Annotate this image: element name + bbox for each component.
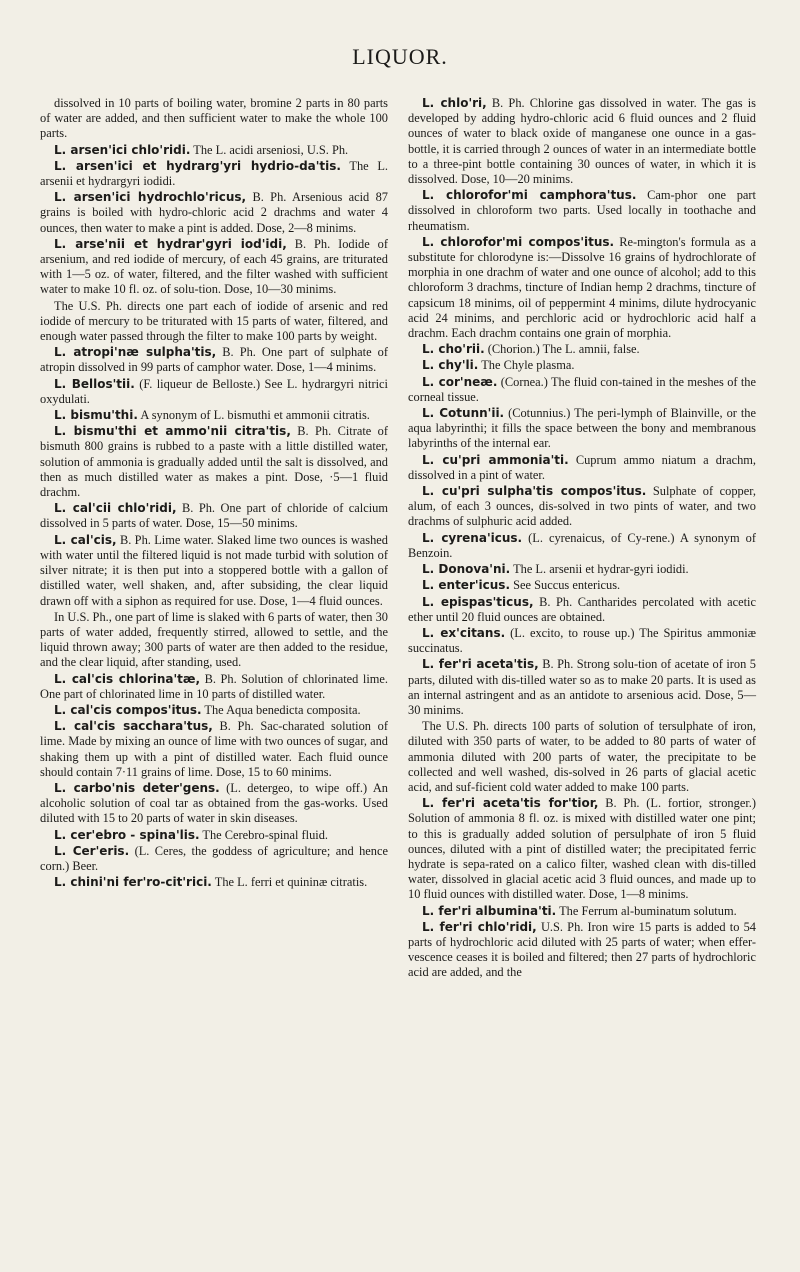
entry-headword: L. carbo'nis deter'gens.: [54, 780, 220, 795]
entry-headword: L. Cotunn'ii.: [422, 406, 505, 421]
entry-text: U.S. Ph. Iron wire 15 parts is added to 54 parts of hydrochloric acid diluted with 25 parts of water; when effer-vescence ceases it is boiled and filtered; then 27 parts of hydrochloric acid are added, and the: [408, 919, 756, 980]
entry-text: The U.S. Ph. directs 100 parts of solution of tersulphate of iron, diluted with 350 parts of water, to be added to 80 parts of water of ammonia diluted with 200 parts of water, the precipitate to be collected and well washed, dis-solved in 26 parts of glacial acetic acid, and suf-ficient cold water added to make 100 parts.: [408, 719, 756, 794]
entry-text: The U.S. Ph. directs one part each of iodide of arsenic and red iodide of mercury to be triturated with 15 parts of water, filtered, and enough water passed through the filter to make 100 parts by weight.: [40, 298, 388, 344]
dictionary-entry: [40, 159, 388, 189]
entry-headword: L. cho'rii.: [422, 342, 485, 357]
entry-text: B. Ph. Sac-charated solution of lime. Made by mixing an ounce of lime with two ounces of sugar, and shaking them up with a pint of distilled water. Each fluid ounce should contain 7·11 grains of lime. Dose, 15 to 60 minims.: [40, 719, 388, 779]
dictionary-entry: [408, 904, 756, 919]
entry-headword: L. fer'ri aceta'tis for'tior,: [422, 796, 599, 811]
entry-headword: L. chlo'ri,: [422, 96, 487, 110]
entry-text: The L. arsenii et hydrargyri iodidi.: [40, 158, 389, 189]
entry-headword: L. fer'ri aceta'tis,: [422, 657, 539, 672]
dictionary-entry: [408, 719, 756, 795]
entry-text: Cuprum ammo niatum a drachm, dissolved in a pint of water.: [408, 452, 756, 482]
dictionary-entry: [40, 190, 388, 236]
entry-headword: L. Bellos'tii.: [54, 376, 135, 391]
entry-text: The Ferrum al-buminatum solutum.: [559, 903, 737, 918]
entry-headword: L. arsen'ici hydrochlo'ricus,: [54, 190, 247, 205]
entry-text: B. Ph. Strong solu-tion of acetate of iron 5 parts, diluted with dis-tilled water so as to make 20 parts. It is used as an internal astringent and as an antidote to arsenious acid. Dose, 5—30 minims.: [408, 657, 756, 717]
entry-text: The L. ferri et quininæ citratis.: [214, 875, 368, 890]
dictionary-entry: [40, 672, 388, 702]
entry-headword: L. cor'neæ.: [422, 374, 498, 389]
entry-headword: L. fer'ri chlo'ridi,: [422, 919, 537, 934]
entry-headword: L. bismu'thi et ammo'nii citra'tis,: [54, 424, 291, 439]
entry-headword: L. arse'nii et hydrar'gyri iod'idi,: [54, 236, 287, 251]
entry-text: In U.S. Ph., one part of lime is slaked with 6 parts of water, then 30 parts of water added, frequently stirred, allowed to settle, and the liquid thrown away; 300 parts of water are then added to the residue, and the clear liquid, after standing, used.: [40, 609, 388, 670]
entry-headword: L. cal'cis sacchara'tus,: [54, 719, 213, 734]
dictionary-entry: [40, 424, 388, 500]
entry-text: (L. detergeo, to wipe off.) An alcoholic solution of coal tar as obtained from the gas-works. Used diluted with 15 to 20 parts of water in skin diseases.: [40, 780, 388, 826]
entry-text: (L. cyrenaicus, of Cy-rene.) A synonym of Benzoin.: [408, 530, 756, 560]
dictionary-entry: [408, 626, 756, 656]
entry-text: Re-mington's formula as a substitute for chlorodyne is:—Dissolve 16 grains of hydrochlorate of morphia in one drachm of water and one ounce of alcohol; add to this chloroform 3 drachms, tincture of Indian hemp 2 drachms, tincture of capsicum 18 minims, oil of peppermint 4 minims, dilute hydrocyanic acid 24 minims, and perchloric acid or hydrochloric acid half a drachm. Each drachm contains one grain of morphia.: [408, 234, 756, 341]
entry-text: The Chyle plasma.: [481, 358, 575, 373]
dictionary-entry: [40, 377, 388, 407]
dictionary-entry: [40, 533, 388, 609]
entry-text: (Cotunnius.) The peri-lymph of Blainville, or the aqua labyrinthi; it fills the space between the bony and membranous labyrinths of the internal ear.: [408, 406, 756, 451]
entry-text: B. Ph. Chlorine gas dissolved in water. The gas is developed by adding hydro-chloric acid 6 fluid ounces and 2 fluid ounces of water to black oxide of manganese one ounce in a gas-bottle, it is carried through 2 ounces of water in an intermediate bottle to a three-pint bottle containing 30 ounces of water, in which it is dissolved. Dose, 10—20 minims.: [408, 96, 756, 187]
entry-headword: L. ex'citans.: [422, 625, 506, 640]
entry-text: (L. excito, to rouse up.) The Spiritus ammoniæ succinatus.: [408, 625, 756, 656]
entry-headword: L. chlorofor'mi compos'itus.: [422, 234, 615, 249]
dictionary-entry: [40, 719, 388, 780]
entry-text: B. Ph. Solution of chlorinated lime. One part of chlorinated lime in 10 parts of distilled water.: [40, 671, 389, 701]
dictionary-entry: [40, 299, 388, 345]
dictionary-entry: [408, 578, 756, 593]
entry-text: B. Ph. One part of sulphate of atropin dissolved in 99 parts of camphor water. Dose, 1—4 minims.: [40, 345, 388, 375]
entry-text: B. Ph. Iodide of arsenium, and red iodide of mercury, of each 45 grains, are triturated with 1—5 oz. of water, filtered, and the filter washed with sufficient water to make 10 fl. oz. of solu-tion. Dose, 10—30 minims.: [40, 236, 388, 297]
dictionary-entry: [408, 531, 756, 561]
dictionary-entry: [40, 828, 388, 843]
entry-headword: L. cu'pri sulpha'tis compos'itus.: [422, 484, 647, 499]
entry-text: The Aqua benedicta composita.: [204, 702, 361, 717]
entry-text: The Cerebro-spinal fluid.: [202, 827, 329, 842]
entry-text: B. Ph. Arsenious acid 87 grains is boiled with hydro-chloric acid 2 drachms and water 4 ounces, then water to make a pint is added. Dose, 2—8 minims.: [40, 190, 388, 235]
entry-headword: L. Donova'ni.: [422, 562, 511, 577]
dictionary-entry: [40, 143, 388, 158]
dictionary-entry: [408, 96, 756, 187]
dictionary-entry: [408, 796, 756, 902]
entry-text: (L. Ceres, the goddess of agriculture; and hence corn.) Beer.: [40, 843, 388, 873]
entry-headword: L. atropi'næ sulpha'tis,: [54, 345, 217, 360]
dictionary-entry: [408, 484, 756, 530]
entry-text: The L. acidi arseniosi, U.S. Ph.: [193, 142, 349, 157]
dictionary-entry: [408, 235, 756, 341]
dictionary-entry: [408, 562, 756, 577]
dictionary-entry: [408, 342, 756, 357]
dictionary-entry: [408, 406, 756, 452]
dictionary-entry: [40, 345, 388, 375]
entry-text: dissolved in 10 parts of boiling water, bromine 2 parts in 80 parts of water are added, and then sufficient water to make the whole 100 parts.: [40, 96, 388, 141]
entry-headword: L. chlorofor'mi camphora'tus.: [422, 188, 637, 203]
entry-text: Cam-phor one part dissolved in chloroform two parts. Used locally in toothache and rheumatism.: [408, 188, 756, 233]
dictionary-entry: [408, 595, 756, 625]
entry-text: A synonym of L. bismuthi et ammonii citratis.: [140, 408, 370, 423]
entry-headword: L. arsen'ici chlo'ridi.: [54, 142, 191, 157]
entry-headword: L. cal'cis chlorina'tæ,: [54, 671, 201, 686]
entry-text: (Cornea.) The fluid con-tained in the meshes of the corneal tissue.: [408, 374, 756, 404]
dictionary-entry: [40, 781, 388, 827]
dictionary-entry: [40, 875, 388, 890]
entry-text: B. Ph. Cantharides percolated with acetic ether until 20 fluid ounces are obtained.: [408, 594, 757, 624]
page-header: LIQUOR.: [352, 44, 448, 69]
entry-headword: L. cer'ebro - spina'lis.: [54, 827, 200, 842]
dictionary-entry: [40, 610, 388, 671]
dictionary-entry: [40, 844, 388, 874]
entry-text: Sulphate of copper, alum, of each 3 ounces, dis-solved in two pints of water, and two drachms of sulphuric acid added.: [408, 484, 756, 529]
entry-headword: L. Cer'eris.: [54, 843, 130, 858]
dictionary-entry: [408, 657, 756, 718]
dictionary-entry: [408, 188, 756, 234]
entry-text: The L. arsenii et hydrar-gyri iodidi.: [513, 562, 689, 577]
entry-headword: L. cal'cii chlo'ridi,: [54, 501, 177, 516]
left-column: [40, 96, 388, 891]
entry-headword: L. cal'cis compos'itus.: [54, 702, 202, 717]
entry-text: B. Ph. Citrate of bismuth 800 grains is rubbed to a paste with a little distilled water, solution of ammonia is gradually added until the salt is dissolved, and then as much distilled water as makes a pint. Dose, ·5—1 fluid drachm.: [40, 424, 388, 500]
entry-headword: L. cal'cis,: [54, 532, 117, 547]
entry-text: B. Ph. Lime water. Slaked lime two ounces is washed with water until the filtered liquid is not made turbid with solution of silver nitrate; it is then put into a stoppered bottle with a gallon of distilled water, well shaken, and, after subsiding, the clear liquid drawn off with a siphon as required for use. Dose, 1—4 fluid ounces.: [40, 532, 388, 608]
entry-headword: L. cyrena'icus.: [422, 530, 523, 545]
dictionary-entry: [408, 375, 756, 405]
dictionary-entry: [408, 920, 756, 981]
entry-headword: L. chini'ni fer'ro-cit'rici.: [54, 875, 212, 890]
entry-headword: L. epispas'ticus,: [422, 594, 534, 609]
dictionary-entry: [40, 703, 388, 718]
dictionary-entry: [408, 358, 756, 373]
entry-text: (F. liqueur de Belloste.) See L. hydrargyri nitrici oxydulati.: [40, 376, 388, 406]
entry-headword: L. bismu'thi.: [54, 408, 138, 423]
entry-headword: L. chy'li.: [422, 358, 479, 373]
entry-headword: L. enter'icus.: [422, 578, 511, 593]
entry-text: See Succus entericus.: [513, 578, 621, 593]
entry-headword: L. fer'ri albumina'ti.: [422, 903, 557, 918]
dictionary-entry: [40, 408, 388, 423]
dictionary-entry: [40, 501, 388, 531]
entry-headword: L. arsen'ici et hydrarg'yri hydrio-da'tis.: [54, 158, 341, 173]
entry-text: B. Ph. One part of chloride of calcium dissolved in 5 parts of water. Dose, 15—50 minims.: [40, 501, 388, 531]
entry-text: (Chorion.) The L. amnii, false.: [487, 342, 640, 357]
dictionary-entry: [408, 453, 756, 483]
dictionary-entry: [40, 237, 388, 298]
entry-text: B. Ph. (L. fortior, stronger.) Solution of ammonia 8 fl. oz. is mixed with distilled water one pint; to this is gradually added solution of persulphate of iron 5 fluid ounces, diluted with a pint of distilled water; the precipitated ferric hydrate is sepa-rated on a calico filter, washed clean with dis-tilled water, dissolved in glacial acetic acid 3 fluid ounces, and made up to 10 fluid ounces with distilled water. Dose, 1—8 minims.: [408, 796, 756, 902]
entry-headword: L. cu'pri ammonia'ti.: [422, 452, 569, 467]
dictionary-entry: [40, 96, 388, 142]
right-column: [408, 96, 756, 982]
